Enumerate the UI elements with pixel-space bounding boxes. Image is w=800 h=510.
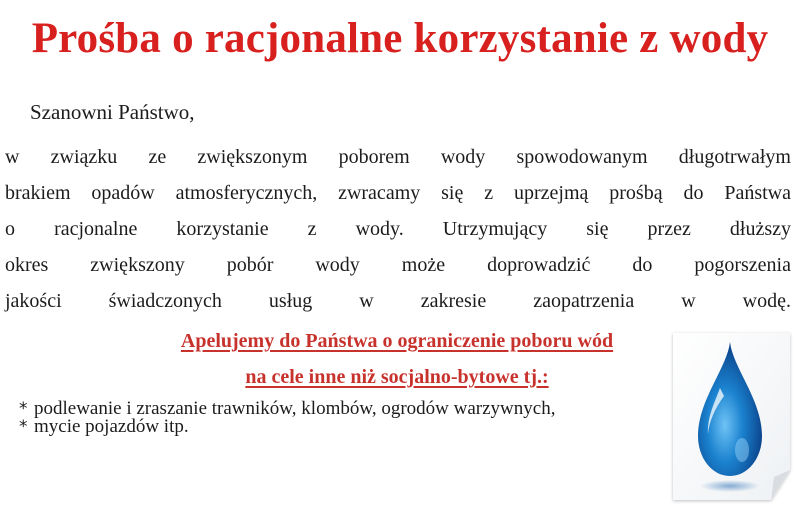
notice-title: Prośba o racjonalne korzystanie z wody xyxy=(31,15,769,62)
body-line: w związku ze zwiększonym poborem wody spowodowanym długotrwałym xyxy=(5,146,791,168)
drop-shine xyxy=(735,438,749,462)
body-paragraph xyxy=(5,139,791,319)
appeal-line: na cele inne niż socjalno-bytowe tj.: xyxy=(245,366,549,388)
body-line: jakości świadczonych usług w zakresie zaopatrzenia w wodę. xyxy=(5,290,791,312)
restricted-uses-list xyxy=(19,400,555,436)
list-item xyxy=(19,418,555,436)
appeal-line: Apelujemy do Państwa o ograniczenie poboru wód xyxy=(180,330,614,352)
greeting: Szanowni Państwo, xyxy=(30,100,195,124)
body-line: brakiem opadów atmosferycznych, zwracamy się z uprzejmą prośbą do Państwa xyxy=(5,182,791,204)
body-line: o racjonalne korzystanie z wody. Utrzymujący się przez dłuższy xyxy=(5,218,791,240)
bullet-icon: * xyxy=(19,399,28,419)
list-item-text: podlewanie i zraszanie trawników, klombów, ogrodów warzywnych, xyxy=(34,398,556,419)
bullet-icon: * xyxy=(19,417,28,437)
water-drop-card xyxy=(670,330,796,505)
list-item-text: mycie pojazdów itp. xyxy=(34,416,189,437)
drop-shadow xyxy=(700,480,760,492)
body-line: okres zwiększony pobór wody może doprowadzić do pogorszenia xyxy=(5,254,791,276)
